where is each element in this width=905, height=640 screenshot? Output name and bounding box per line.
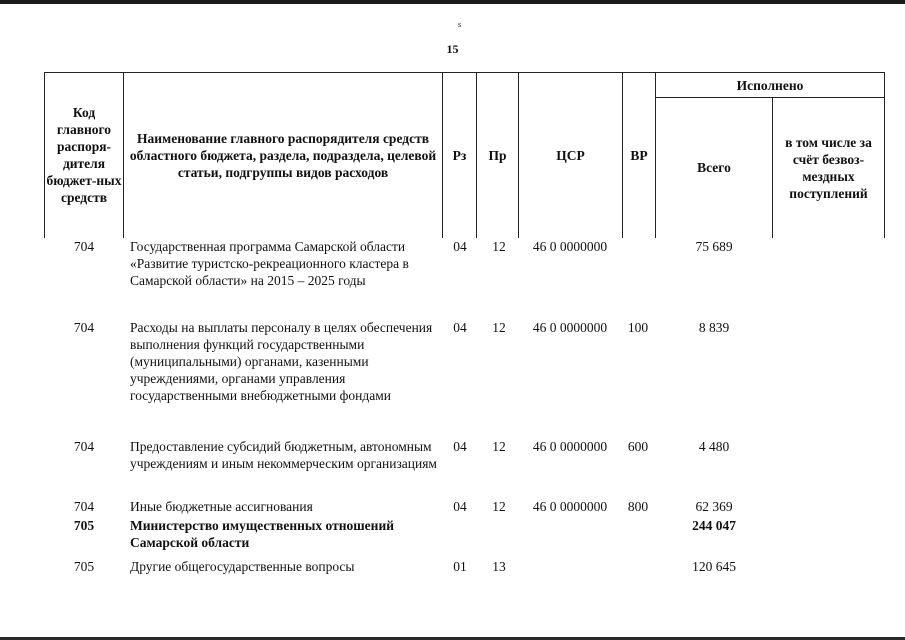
row-pr: 12 — [492, 499, 506, 514]
row-name: Другие общегосударственные вопросы — [130, 559, 355, 574]
scan-mark: s — [458, 20, 462, 29]
row-code: 704 — [73, 320, 95, 335]
row-rz: 01 — [453, 559, 467, 574]
row-code: 704 — [73, 439, 95, 454]
col-divider — [123, 72, 124, 238]
row-name: Иные бюджетные ассигнования — [130, 499, 313, 514]
row-rz: 04 — [453, 239, 467, 254]
row-pr: 12 — [492, 239, 506, 254]
row-vr: 100 — [627, 320, 649, 335]
page-number: 15 — [446, 42, 459, 56]
row-rz: 04 — [453, 439, 467, 454]
row-total: 62 369 — [695, 499, 733, 514]
row-pr: 12 — [492, 439, 506, 454]
header-total: Всего — [697, 160, 731, 175]
header-pr: Пр — [488, 147, 507, 163]
header-name: Наименование главного распорядителя средств областного бюджета, раздела, подраздела, целевой статьи, подгруппы видов расходов — [129, 130, 437, 180]
row-vr: 800 — [627, 499, 649, 514]
row-pr: 13 — [492, 559, 506, 574]
row-total: 4 480 — [698, 439, 730, 454]
row-name: Предоставление субсидий бюджетным, автономным учреждениям и иным некоммерческим организациям — [130, 439, 437, 471]
row-total: 75 689 — [695, 239, 733, 254]
row-total: 244 047 — [692, 518, 736, 533]
row-total: 8 839 — [698, 320, 730, 335]
row-code: 705 — [73, 559, 95, 574]
row-rz: 04 — [453, 320, 467, 335]
row-code: 704 — [73, 499, 95, 514]
row-name: Государственная программа Самарской области «Развитие туристско-рекреационного кластера в Самарской области» на 2015 – 2025 годы — [130, 239, 409, 288]
row-vr: 600 — [627, 439, 649, 454]
row-name: Расходы на выплаты персоналу в целях обеспечения выполнения функций государственными (муниципальными) органами, казенными учреждениями, органами управления государственными внебюджетными фондами — [130, 320, 433, 403]
header-rz: Рз — [452, 147, 467, 163]
row-code: 705 — [73, 518, 95, 533]
row-rz: 04 — [453, 499, 467, 514]
header-including-grants: в том числе за счёт безвоз-мездных поступлений — [785, 134, 872, 201]
row-name: Министерство имущественных отношений Самарской области — [130, 518, 395, 550]
col-divider — [884, 72, 885, 238]
row-total: 120 645 — [692, 559, 736, 574]
row-csr: 46 0 0000000 — [532, 439, 608, 454]
scan-edge-top — [0, 0, 905, 4]
header-executed: Исполнено — [736, 77, 804, 93]
header-code: Код главного распоря-дителя бюджет-ных средств — [46, 105, 122, 205]
row-csr: 46 0 0000000 — [532, 499, 608, 514]
header-vr: ВР — [630, 147, 648, 163]
row-csr: 46 0 0000000 — [532, 239, 608, 254]
row-csr: 46 0 0000000 — [532, 320, 608, 335]
header-csr: ЦСР — [556, 147, 585, 163]
row-pr: 12 — [492, 320, 506, 335]
row-code: 704 — [73, 239, 95, 254]
